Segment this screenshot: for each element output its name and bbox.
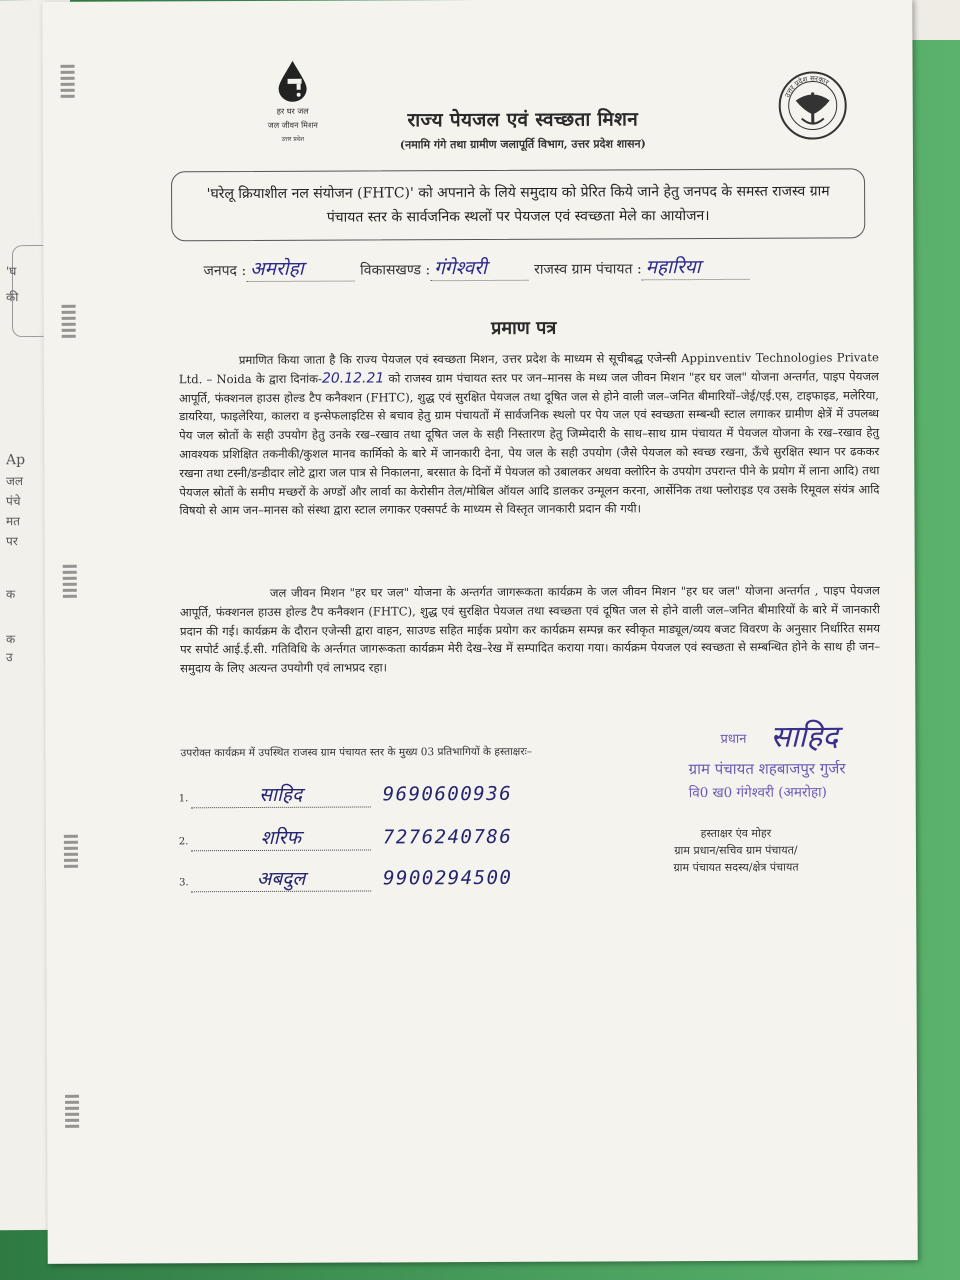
- attendee-phone: 7276240786: [382, 825, 513, 849]
- attendee-number: 3.: [179, 877, 189, 889]
- logo-tagline: उत्तर प्रदेश: [281, 135, 305, 143]
- designation-line: ग्राम प्रधान/सचिव ग्राम पंचायत/: [674, 843, 798, 858]
- certificate-page: [42, 0, 917, 1264]
- attendee-number: 1.: [178, 793, 189, 805]
- logo-tagline: जल जीवन मिशन: [267, 120, 318, 130]
- svg-text:उत्तर प्रदेश सरकार: [783, 74, 830, 98]
- background-text: क: [6, 632, 16, 647]
- location-fields: [203, 252, 883, 282]
- binding-holes: [61, 62, 75, 101]
- seal-text: उत्तर प्रदेश सरकार: [783, 74, 831, 99]
- logo-tagline: हर घर जल: [276, 106, 309, 116]
- background-text: पंचे: [6, 494, 21, 509]
- event-notice-box: 'घरेलू क्रियाशील नल संयोजन (FHTC)' को अपनाने के लिये समुदाय को प्रेरित किये जाने हेतु जनपद के समस्त राजस्व ग्राम पंचायत स्तर के सार्वजनिक स्थलों पर पेयजल एवं स्वच्छता मेले का आयोजन।: [171, 168, 865, 241]
- paragraph-1-start: प्रमाणित किया जाता है कि राज्य पेयजल एवं स्वच्छता मिशन, उत्तर प्रदेश के माध्यम से सूचीबद्ध एजेन्सी Appinventiv Technologies Private Ltd. – Noida के द्वारा दिनांक-: [178, 350, 879, 387]
- stamp-block-line: वि0 ख0 गंगेश्वरी (अमरोहा): [688, 784, 827, 802]
- mission-title: राज्य पेयजल एवं स्वच्छता मिशन: [407, 108, 639, 132]
- department-subtitle: (नमामि गंगे तथा ग्रामीण जलापूर्ति विभाग, उत्तर प्रदेश शासन): [399, 137, 646, 152]
- attendee-name: साहिद: [191, 780, 371, 808]
- signature-seal-label: हस्ताक्षर एंव मोहर: [700, 826, 772, 841]
- attendee-name: अबदुल: [191, 864, 371, 892]
- event-date: 20.12.21: [321, 370, 385, 387]
- certificate-heading: प्रमाण पत्र: [491, 317, 557, 339]
- background-text: Ap: [6, 452, 26, 469]
- attendees-title: उपरोक्त कार्यक्रम में उपस्थित राजस्व ग्राम पंचायत स्तर के मुख्य 03 प्रतिभागियों के हस्ताक्षरः–: [180, 745, 533, 760]
- background-text: 'घ: [6, 264, 17, 279]
- binding-holes: [63, 562, 77, 601]
- district-value: अमरोहा: [246, 255, 354, 282]
- attendee-phone: 9690600936: [382, 782, 513, 806]
- har-ghar-jal-logo: [248, 59, 338, 145]
- attendee-phone: 9900294500: [383, 866, 513, 890]
- attendee-name: शरिफ: [191, 823, 371, 851]
- binding-holes: [65, 1092, 79, 1131]
- background-text: जल: [6, 474, 24, 489]
- background-text: क: [6, 587, 16, 602]
- pradhan-signature: साहिद: [770, 719, 839, 755]
- water-drop-icon: [275, 59, 311, 103]
- block-value: गंगेश्वरी: [430, 254, 528, 281]
- up-government-seal: [778, 70, 848, 140]
- signature-designation-block: [606, 824, 866, 876]
- attendee-number: 2.: [178, 836, 189, 848]
- stamp-panchayat-line: ग्राम पंचायत शहबाजपुर गुर्जर: [688, 759, 846, 779]
- background-text: मत: [6, 514, 21, 529]
- background-text: पर: [6, 534, 18, 549]
- designation-line: ग्राम पंचायत सदस्य/क्षेत्र पंचायत: [673, 860, 799, 875]
- attendee-row: [179, 779, 599, 808]
- certificate-paragraph-2: जल जीवन मिशन "हर घर जल" योजना के अन्तर्गत जागरूकता कार्यक्रम के जल जीवन मिशन "हर घर जल" योजना अन्तर्गत , पाइप पेयजल आपूर्ति, फंक्शनल हाउस होल्ड टैप कनैक्शन (FHTC), शुद्ध एवं सुरक्षित पेयजल तथा स्वच्छता एवं दूषित जल से होने वाली जल–जनित बीमारियों के बारे में जानकारी प्रदान की गई। कार्यक्रम के दौरान एजेन्सी द्वारा वाहन, साउण्ड सहित माईक प्रयोग कर कार्यक्रम सम्पन्न कर स्वीकृत माड्यूल/व्यय बजट विवरण के अनुसार निर्धारित समय पर सपोर्ट आई.ई.सी. गतिविधि के अर्न्तगत जागरूकता कार्यक्रम मेरी देख–रेख में सम्पादित कराया गया। कार्यक्रम पेयजल एवं स्वच्छता से सम्बन्धित होने के साथ ही जन–समुदाय के लिए अत्यन्त उपयोगी एवं लाभप्रद रहा।: [179, 583, 881, 676]
- attendee-row: [179, 863, 599, 892]
- attendee-row: [179, 822, 599, 851]
- panchayat-label: राजस्व ग्राम पंचायत :: [534, 261, 642, 278]
- binding-holes: [62, 302, 76, 341]
- pradhan-label: प्रधान: [720, 731, 747, 747]
- block-label: विकासखण्ड :: [360, 262, 431, 279]
- pradhan-stamp: [630, 706, 900, 802]
- binding-holes: [64, 832, 78, 871]
- certificate-paragraph-1: [179, 348, 880, 520]
- panchayat-value: महारिया: [642, 253, 750, 280]
- background-text: की: [6, 290, 19, 305]
- background-text: उ: [6, 650, 13, 665]
- district-label: जनपद :: [203, 263, 247, 280]
- paragraph-1-rest: को राजस्व ग्राम पंचायत स्तर पर जन–मानस के मध्य जल जीवन मिशन "हर घर जल" योजना अन्तर्गत, पाइप पेयजल आपूर्ति, फंक्शनल हाउस होल्ड टैप कनैक्शन (FHTC), शुद्ध एवं सुरक्षित पेयजल तथा दूषित जल से होने वाली जल–जनित बीमारियों–जेई/एई.एस, टाइफाइड, मलेरिया, डायरिया, फाइलेरिया, कालरा व इन्सेफलाइटिस से बचाव हेतु ग्राम पंचायतों में सार्वजनिक स्थलो पर पेय जल एवं स्वच्छता सम्बन्धी स्टाल लगाकर ग्रामीण क्षेत्रें में उपलब्ध पेय जल स्रोतों के सही उपयोग हेतु उनके रख–रखाव तथा दूषित जल के सही निस्तारण हेतु जिम्मेदारी के साथ–साथ ग्राम पंचायत में पेयजल योजना के रख–रखाव हेतु आवश्यक प्रशिक्षित तकनीकी/कुशल मानव कार्मिको के बारे में जानकारी देना, पेय जल के सही उपयोग (जैसे पेयजल को स्वच्छ रखना, ऊँचे सुरक्षित स्थान पर ढककर रखना तथा टस्नी/डन्डीदार लोटे द्वारा जल पात्र से निकालना, बरसात के दिनों में पेयजल को उबालकर अथवा क्लोरिन के उपयोग उपरान्त पीने के प्रयोग में लाना आदि) तथा पेयजल स्रोतों के समीप मच्छरों के अण्डों और लार्वा का केरोसीन तेल/मोबिल ऑयल आदि डालकर उन्मूलन करना, आर्सेनिक तथा फ्लोराइड एव उसके रिमूवल संयंत्र आदि विषयो से आम जन–मानस को संस्था द्वारा स्टाल लगाकर एक्सपर्ट के माध्यम से विस्तृत जानकारी प्रदान की गयी।: [178, 369, 880, 518]
